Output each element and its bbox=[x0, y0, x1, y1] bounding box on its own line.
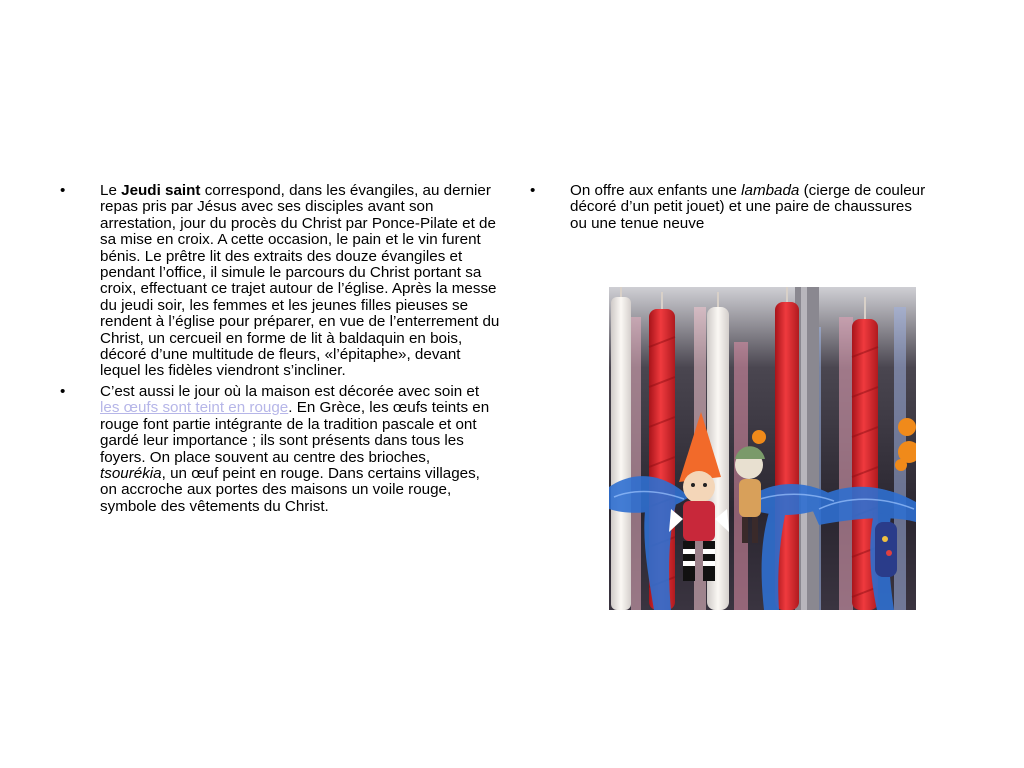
right-text-column bbox=[530, 183, 930, 236]
bullet-icon: • bbox=[530, 182, 536, 199]
bullet-icon: • bbox=[60, 382, 66, 400]
bullet-icon: • bbox=[60, 182, 66, 199]
left-bullet-list bbox=[60, 183, 500, 515]
item-body: . En Grèce, les œufs teints en rouge font partie intégrante de la tradition pascale et ont gardé leur importance ; ils sont présents dans tous les foyers. On place souvent au centre des brioches, bbox=[100, 399, 490, 466]
blue-toy bbox=[875, 522, 897, 577]
tsourekia-term: tsourékia bbox=[100, 464, 162, 482]
item-body: correspond, dans les évangiles, au dernier repas pris par Jésus avec ses disciples avant son arrestation, jour du procès du Christ par Ponce-Pilate et de sa mise en croix. A cette occasion, le pain et le vin furent bénis. Le prêtre lit des extraits des douze évangiles et pendant l’office, il simule le parcours du Christ portant sa croix, effectuant ce trajet autour de l’église. Après la messe du jeudi soir, les femmes et les jeunes filles pieuses se rendent à l’église pour préparer, en vue de l’enterrement du Christ, un cercueil en forme de lit à baldaquin en bois, décoré d’une multitude de fleurs, «l’épitaphe», devant lequel les fidèles viendront s’incliner. bbox=[100, 182, 500, 380]
lambada-term: lambada bbox=[741, 182, 800, 199]
item-prefix: On offre aux enfants une bbox=[570, 182, 742, 199]
item-suffix: , un œuf peint en rouge. Dans certains villages, on accroche aux portes des maisons un voile rouge, symbole des vêtements du Christ. bbox=[100, 464, 480, 515]
right-bullet-list bbox=[530, 183, 930, 232]
item-suffix: (cierge de couleur décoré d’un petit jouet) et une paire de chaussures ou une tenue neuve bbox=[570, 182, 926, 232]
easter-candles-photo bbox=[609, 287, 916, 610]
list-item-lambada bbox=[530, 183, 930, 232]
item-prefix: Le bbox=[100, 182, 122, 199]
left-text-column bbox=[60, 183, 500, 519]
white-candle bbox=[611, 297, 631, 610]
list-item-red-eggs bbox=[60, 384, 500, 515]
list-item-jeudi-saint bbox=[60, 183, 500, 380]
jeudi-saint-term: Jeudi saint bbox=[121, 182, 201, 199]
item-prefix: C’est aussi le jour où la maison est décorée avec soin et bbox=[100, 382, 480, 400]
red-eggs-link[interactable]: les œufs sont teint en rouge bbox=[100, 399, 289, 417]
